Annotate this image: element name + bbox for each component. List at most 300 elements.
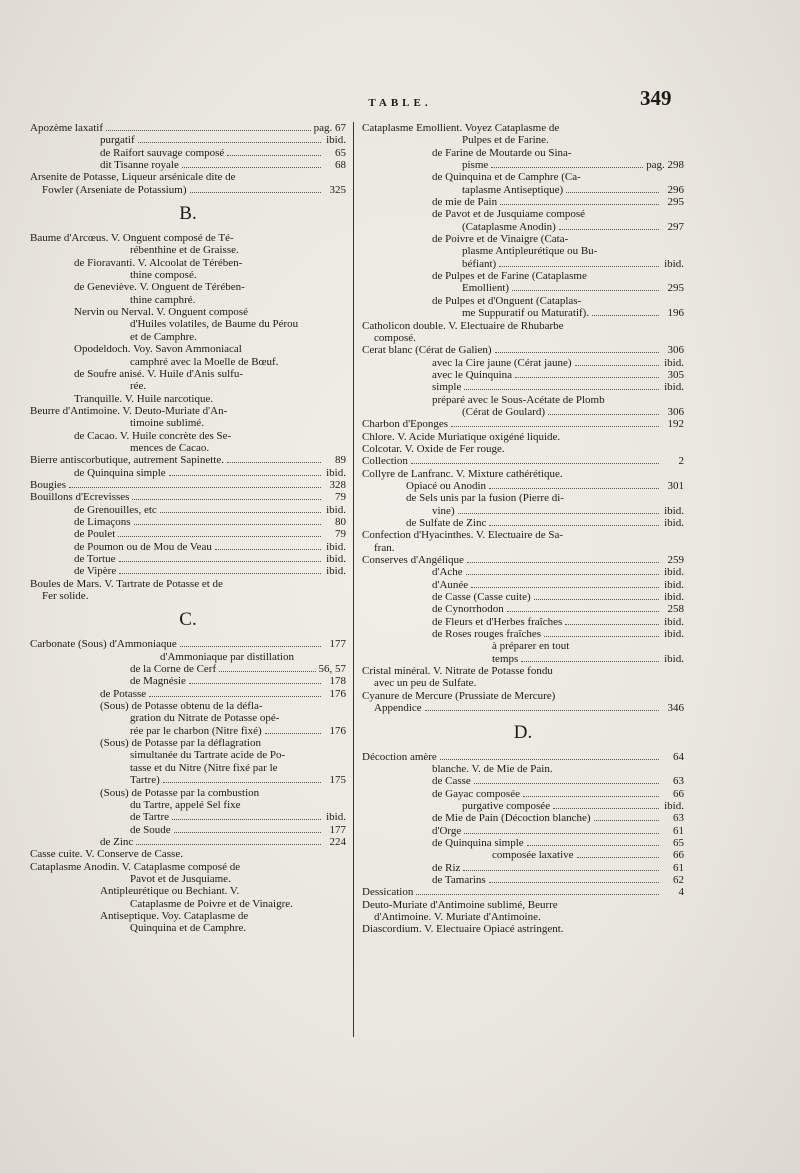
- page-reference: ibid.: [664, 381, 684, 394]
- index-line: de Sels unis par la fusion (Pierre di-: [406, 492, 564, 505]
- page-reference: ibid.: [664, 799, 684, 812]
- page-reference: 66: [673, 787, 684, 800]
- index-entry: [30, 811, 346, 823]
- entry-text: Appendice: [374, 702, 422, 715]
- entry-text: Conserves d'Angélique: [362, 554, 464, 567]
- dot-leader: [463, 870, 659, 871]
- index-entry: [30, 663, 346, 675]
- index-line: d'Huiles volatiles, de Baume du Pérou: [130, 318, 299, 331]
- index-entry: [362, 603, 684, 615]
- dot-leader: [106, 130, 311, 131]
- dot-leader: [521, 661, 659, 662]
- dot-leader: [411, 463, 659, 464]
- dot-leader: [592, 315, 659, 316]
- index-entry: [30, 528, 346, 540]
- page-reference: 297: [667, 220, 684, 233]
- index-entry: [362, 702, 684, 714]
- index-entry: [362, 788, 684, 800]
- entry-text: Bougies: [30, 478, 67, 491]
- entry-text: de Sulfate de Zinc: [406, 517, 487, 529]
- page-reference: 56, 57: [318, 663, 346, 676]
- dot-leader: [575, 365, 659, 366]
- dot-leader: [594, 820, 659, 821]
- page-reference: 346: [667, 702, 684, 715]
- index-line: Cataplasme Anodin. V. Cataplasme composé de: [30, 860, 241, 873]
- entry-text: Fowler (Arseniate de Potassium): [42, 183, 187, 196]
- page-reference: 68: [335, 159, 346, 172]
- page-reference: 64: [673, 750, 684, 763]
- section-letter: D.: [513, 721, 533, 743]
- dot-leader: [160, 512, 321, 513]
- index-line: Tranquille. V. Huile narcotique.: [74, 392, 214, 405]
- entry-text: de Cynorrhodon: [432, 603, 504, 616]
- page-reference: 89: [335, 454, 346, 467]
- index-line: thine composé.: [130, 269, 197, 282]
- entry-text: d'Orge: [432, 824, 462, 837]
- entry-text: simple: [432, 381, 462, 394]
- page-reference: 301: [667, 479, 684, 492]
- dot-leader: [491, 167, 643, 168]
- index-line: (Sous) de Potasse par la déflagration: [100, 737, 261, 750]
- running-header: TABLE.: [368, 97, 432, 109]
- index-entry: [30, 824, 346, 836]
- dot-leader: [474, 783, 659, 784]
- index-entry: [362, 591, 684, 603]
- index-line: de Cacao. V. Huile concrète des Se-: [74, 429, 232, 442]
- dot-leader: [69, 487, 321, 488]
- dot-leader: [553, 808, 659, 809]
- index-entry: [362, 837, 684, 849]
- dot-leader: [119, 573, 321, 574]
- index-line: rébenthine et de Graisse.: [130, 244, 239, 257]
- entry-text: Emollient): [462, 282, 510, 295]
- page-reference: ibid.: [326, 134, 346, 147]
- index-entry: [362, 282, 684, 294]
- entry-text: Bierre antiscorbutique, autrement Sapinette.: [30, 454, 224, 467]
- index-line: Deuto-Muriate d'Antimoine sublimé, Beurre: [362, 898, 558, 911]
- dot-leader: [134, 524, 321, 525]
- page-reference: pag. 67: [313, 122, 346, 134]
- entry-text: de Raifort sauvage composé: [100, 146, 225, 159]
- page-reference: ibid.: [664, 615, 684, 628]
- page-reference: 192: [667, 418, 684, 431]
- index-entry: [362, 357, 684, 369]
- index-entry: [30, 454, 346, 466]
- dot-leader: [227, 462, 321, 463]
- dot-leader: [548, 414, 659, 415]
- dot-leader: [495, 352, 660, 353]
- page-reference: ibid.: [664, 578, 684, 591]
- dot-leader: [577, 857, 659, 858]
- dot-leader: [118, 536, 321, 537]
- index-entry: [362, 196, 684, 208]
- page-reference: 177: [329, 823, 346, 836]
- page-reference: ibid.: [326, 466, 346, 479]
- page-reference: ibid.: [326, 540, 346, 553]
- dot-leader: [425, 710, 659, 711]
- entry-text: de Casse: [432, 775, 471, 788]
- index-line: du Tartre, appelé Sel fixe: [130, 798, 241, 811]
- index-line: blanche. V. de Mie de Pain.: [432, 762, 553, 775]
- index-entry: [30, 688, 346, 700]
- entry-text: avec la Cire jaune (Cérat jaune): [432, 356, 572, 369]
- index-entry: [30, 134, 346, 146]
- index-line: Beurre d'Antimoine. V. Deuto-Muriate d'An-: [30, 404, 228, 417]
- dot-leader: [499, 266, 659, 267]
- page-reference: 63: [673, 812, 684, 825]
- entry-text: béfiant): [462, 257, 497, 270]
- page-reference: 65: [673, 836, 684, 849]
- dot-leader: [416, 894, 659, 895]
- entry-text: de Riz: [432, 861, 461, 874]
- page-reference: 295: [667, 282, 684, 295]
- page-reference: ibid.: [664, 591, 684, 604]
- index-entry: [30, 675, 346, 687]
- index-entry: [362, 825, 684, 837]
- index-line: (Sous) de Potasse obtenu de la défla-: [100, 700, 263, 713]
- section-letter: C.: [179, 609, 197, 631]
- index-entry: [362, 554, 684, 566]
- entry-text: taplasme Antiseptique): [462, 183, 564, 196]
- index-line: Opodeldoch. Voy. Savon Ammoniacal: [74, 343, 242, 356]
- index-line: Collyre de Lanfranc. V. Mixture cathérétique.: [362, 467, 563, 480]
- dot-leader: [464, 389, 659, 390]
- page-reference: ibid.: [326, 553, 346, 565]
- entry-text: de Tortue: [74, 553, 116, 565]
- dot-leader: [174, 832, 321, 833]
- index-line: de Pulpes et d'Onguent (Cataplas-: [432, 294, 582, 307]
- page-reference: ibid.: [664, 504, 684, 517]
- page-reference: 259: [667, 554, 684, 567]
- entry-text: rée par le charbon (Nitre fixé): [130, 724, 262, 737]
- page-reference: 66: [673, 849, 684, 862]
- index-line: à préparer en tout: [492, 640, 570, 653]
- entry-text: de mie de Pain: [432, 196, 498, 209]
- index-line: Cataplasme de Poivre et de Vinaigre.: [130, 897, 293, 910]
- index-line: Quinquina et de Camphre.: [130, 922, 247, 935]
- index-line: Nervin ou Nerval. V. Onguent composé: [74, 306, 249, 319]
- index-entry: [362, 812, 684, 824]
- index-line: Cyanure de Mercure (Prussiate de Mercure): [362, 689, 556, 702]
- entry-text: Opiacé ou Anodin: [406, 479, 487, 492]
- entry-text: Collection: [362, 455, 408, 468]
- dot-leader: [132, 499, 321, 500]
- dot-leader: [451, 426, 659, 427]
- index-line: Fer solide.: [42, 590, 89, 603]
- index-line: avec un peu de Sulfate.: [374, 677, 477, 690]
- index-line: thine camphré.: [130, 293, 196, 306]
- entry-text: dit Tisanne royale: [100, 159, 179, 172]
- index-line: timoine sublimé.: [130, 417, 204, 430]
- page-reference: ibid.: [664, 517, 684, 529]
- dot-leader: [136, 844, 321, 845]
- index-line: Boules de Mars. V. Tartrate de Potasse et de: [30, 577, 223, 590]
- entry-text: de Fleurs et d'Herbes fraîches: [432, 615, 563, 628]
- dot-leader: [265, 733, 321, 734]
- index-entry: [362, 616, 684, 628]
- index-entry: [362, 307, 684, 319]
- page-reference: ibid.: [664, 257, 684, 270]
- index-line: et de Camphre.: [130, 330, 197, 343]
- page-reference: ibid.: [664, 652, 684, 665]
- entry-text: d'Ache: [432, 566, 463, 579]
- index-line: de Pavot et de Jusquiame composé: [432, 208, 586, 221]
- page-reference: 258: [667, 603, 684, 616]
- entry-text: (Cataplasme Anodin): [462, 220, 556, 233]
- entry-text: Décoction amère: [362, 750, 437, 763]
- entry-text: de Tamarins: [432, 873, 486, 886]
- page-reference: 295: [667, 196, 684, 209]
- entry-text: de Zinc: [100, 835, 134, 848]
- index-entry: [362, 258, 684, 270]
- page-reference: 2: [678, 455, 684, 468]
- page-reference: 61: [673, 824, 684, 837]
- page-reference: 80: [335, 515, 346, 528]
- dot-leader: [215, 549, 321, 550]
- dot-leader: [512, 290, 659, 291]
- dot-leader: [489, 882, 659, 883]
- index-line: (Sous) de Potasse par la combustion: [100, 786, 260, 799]
- index-entry: [362, 579, 684, 591]
- index-line: Pavot et de Jusquiame.: [130, 872, 231, 885]
- dot-leader: [464, 833, 659, 834]
- index-line: Cristal minéral. V. Nitrate de Potasse fondu: [362, 665, 553, 678]
- index-entry: [30, 638, 346, 650]
- dot-leader: [227, 155, 321, 156]
- index-line: de Fioravanti. V. Alcoolat de Térében-: [74, 256, 243, 269]
- dot-leader: [527, 845, 659, 846]
- index-entry: [362, 480, 684, 492]
- index-entry: [30, 541, 346, 553]
- index-column-left: [30, 122, 346, 935]
- page-number: 349: [640, 86, 672, 110]
- index-entry: [30, 836, 346, 848]
- entry-text: de Roses rouges fraîches: [432, 628, 542, 641]
- page-reference: 79: [335, 491, 346, 504]
- page-reference: 79: [335, 528, 346, 541]
- index-line: Catholicon double. V. Electuaire de Rhubarbe: [362, 319, 564, 332]
- index-entry: [362, 886, 684, 898]
- index-entry: [30, 516, 346, 528]
- dot-leader: [149, 696, 321, 697]
- index-line: de Geneviève. V. Onguent de Térében-: [74, 281, 245, 294]
- index-line: mences de Cacao.: [130, 441, 210, 454]
- dot-leader: [523, 796, 659, 797]
- page-reference: 61: [673, 861, 684, 874]
- entry-text: de Limaçons: [74, 515, 131, 528]
- index-entry: [30, 774, 346, 786]
- page-reference: 325: [329, 183, 346, 196]
- dot-leader: [489, 525, 659, 526]
- dot-leader: [458, 513, 659, 514]
- dot-leader: [172, 819, 321, 820]
- index-entry: [30, 159, 346, 171]
- entry-text: purgative composée: [462, 799, 551, 812]
- entry-text: Charbon d'Eponges: [362, 418, 448, 431]
- index-entry: [30, 184, 346, 196]
- page-reference: 328: [329, 478, 346, 491]
- index-line: Pulpes et de Farine.: [462, 134, 549, 147]
- dot-leader: [119, 561, 322, 562]
- index-entry: [30, 504, 346, 516]
- index-entry: [362, 406, 684, 418]
- entry-text: temps: [492, 652, 519, 665]
- dot-leader: [534, 599, 659, 600]
- entry-text: vine): [432, 504, 455, 517]
- dot-leader: [440, 759, 659, 760]
- index-entry: [30, 479, 346, 491]
- index-line: plasme Antipleurétique ou Bu-: [462, 245, 598, 258]
- index-column-right: [362, 122, 684, 936]
- index-line: de Poivre et de Vinaigre (Cata-: [432, 233, 569, 246]
- index-line: de Pulpes et de Farine (Cataplasme: [432, 270, 587, 283]
- index-line: fran.: [374, 541, 395, 554]
- index-entry: [362, 775, 684, 787]
- dot-leader: [500, 204, 659, 205]
- index-entry: [30, 467, 346, 479]
- index-line: d'Ammoniaque par distillation: [160, 650, 294, 663]
- entry-text: de Gayac composée: [432, 787, 520, 800]
- dot-leader: [566, 192, 659, 193]
- dot-leader: [138, 142, 321, 143]
- index-line: Antiseptique. Voy. Cataplasme de: [100, 909, 249, 922]
- index-entry: [30, 491, 346, 503]
- index-line: Diascordium. V. Electuaire Opiacé astringent.: [362, 923, 564, 936]
- entry-text: de Mie de Pain (Décoction blanche): [432, 812, 591, 825]
- dot-leader: [466, 574, 659, 575]
- entry-text: de Soude: [130, 823, 171, 836]
- entry-text: d'Aunée: [432, 578, 469, 591]
- index-line: Casse cuite. V. Conserve de Casse.: [30, 848, 183, 861]
- entry-text: me Suppuratif ou Maturatif).: [462, 307, 590, 320]
- entry-text: de Casse (Casse cuite): [432, 591, 531, 604]
- page-reference: 196: [667, 307, 684, 320]
- page-reference: ibid.: [664, 628, 684, 641]
- index-line: préparé avec le Sous-Acétate de Plomb: [432, 393, 605, 406]
- index-line: camphré avec la Moelle de Bœuf.: [130, 355, 279, 368]
- dot-leader: [544, 636, 659, 637]
- entry-text: de Tartre: [130, 811, 170, 824]
- entry-text: de Poulet: [74, 528, 116, 541]
- index-entry: [362, 849, 684, 861]
- entry-text: de Quinquina simple: [74, 466, 166, 479]
- index-entry: [362, 628, 684, 640]
- page-reference: pag. 298: [646, 159, 684, 172]
- page-reference: 178: [329, 675, 346, 688]
- index-entry: [30, 122, 346, 134]
- dot-leader: [189, 683, 321, 684]
- index-entry: [362, 344, 684, 356]
- dot-leader: [190, 192, 322, 193]
- entry-text: composée laxative: [492, 849, 574, 862]
- section-letter: B.: [179, 203, 197, 225]
- index-entry: [362, 862, 684, 874]
- index-line: Cataplasme Emollient. Voyez Cataplasme de: [362, 122, 560, 134]
- index-entry: [362, 566, 684, 578]
- entry-text: Carbonate (Sous) d'Ammoniaque: [30, 638, 177, 651]
- index-line: Chlore. V. Acide Muriatique oxigéné liquide.: [362, 430, 561, 443]
- entry-text: pisme: [462, 159, 489, 172]
- entry-text: de Magnésie: [130, 675, 186, 688]
- page-reference: 176: [329, 687, 346, 700]
- index-entry: [362, 369, 684, 381]
- index-entry: [362, 874, 684, 886]
- index-entry: [362, 455, 684, 467]
- page-reference: ibid.: [326, 565, 346, 578]
- index-entry: [362, 653, 684, 665]
- entry-text: (Cérat de Goulard): [462, 405, 546, 418]
- entry-text: Dessication: [362, 886, 414, 899]
- entry-text: Apozème laxatif: [30, 122, 103, 134]
- index-entry: [362, 751, 684, 763]
- page-reference: 305: [667, 368, 684, 381]
- index-entry: [362, 184, 684, 196]
- entry-text: de Potasse: [100, 687, 147, 700]
- index-entry: [362, 381, 684, 393]
- dot-leader: [565, 624, 659, 625]
- index-line: gration du Nitrate de Potasse opé-: [130, 712, 280, 725]
- index-line: rée.: [130, 380, 147, 393]
- entry-text: de Grenouilles, etc: [74, 503, 157, 516]
- index-line: tasse et du Nitre (Nitre fixé par le: [130, 761, 278, 774]
- entry-text: de Quinquina simple: [432, 836, 524, 849]
- dot-leader: [467, 562, 659, 563]
- page-reference: ibid.: [326, 811, 346, 824]
- index-line: de Soufre anisé. V. Huile d'Anis sulfu-: [74, 367, 244, 380]
- entry-text: purgatif: [100, 134, 135, 147]
- index-line: Arsenite de Potasse, Liqueur arsénicale dite de: [30, 171, 236, 184]
- page-reference: 176: [329, 724, 346, 737]
- index-entry: [30, 553, 346, 565]
- index-entry: [362, 221, 684, 233]
- page-reference: 306: [667, 405, 684, 418]
- dot-leader: [182, 167, 321, 168]
- entry-text: Bouillons d'Ecrevisses: [30, 491, 130, 504]
- dot-leader: [559, 229, 659, 230]
- page-reference: 63: [673, 775, 684, 788]
- index-entry: [30, 565, 346, 577]
- dot-leader: [219, 671, 315, 672]
- dot-leader: [180, 646, 321, 647]
- index-entry: [30, 147, 346, 159]
- entry-text: avec le Quinquina: [432, 368, 513, 381]
- dot-leader: [163, 782, 321, 783]
- dot-leader: [515, 377, 659, 378]
- dot-leader: [169, 475, 321, 476]
- index-line: composé.: [374, 331, 416, 344]
- entry-text: de Vipère: [74, 565, 117, 578]
- index-line: de Farine de Moutarde ou Sina-: [432, 146, 572, 159]
- entry-text: Tartre): [130, 774, 160, 787]
- page-reference: ibid.: [664, 356, 684, 369]
- index-entry: [362, 418, 684, 430]
- index-line: Confection d'Hyacinthes. V. Electuaire de Sa-: [362, 529, 564, 542]
- entry-text: Cerat blanc (Cérat de Galien): [362, 344, 492, 357]
- page-reference: 62: [673, 873, 684, 886]
- index-entry: [362, 159, 684, 171]
- index-line: simultanée du Tartrate acide de Po-: [130, 749, 286, 762]
- entry-text: de Poumon ou de Mou de Veau: [74, 540, 212, 553]
- page-reference: 224: [329, 835, 346, 848]
- page-reference: 306: [667, 344, 684, 357]
- dot-leader: [471, 587, 659, 588]
- entry-text: de la Corne de Cerf: [130, 663, 217, 676]
- page-reference: 175: [329, 774, 346, 787]
- page-reference: ibid.: [664, 566, 684, 579]
- dot-leader: [507, 611, 659, 612]
- page-reference: 177: [329, 638, 346, 651]
- index-line: d'Antimoine. V. Muriate d'Antimoine.: [374, 910, 541, 923]
